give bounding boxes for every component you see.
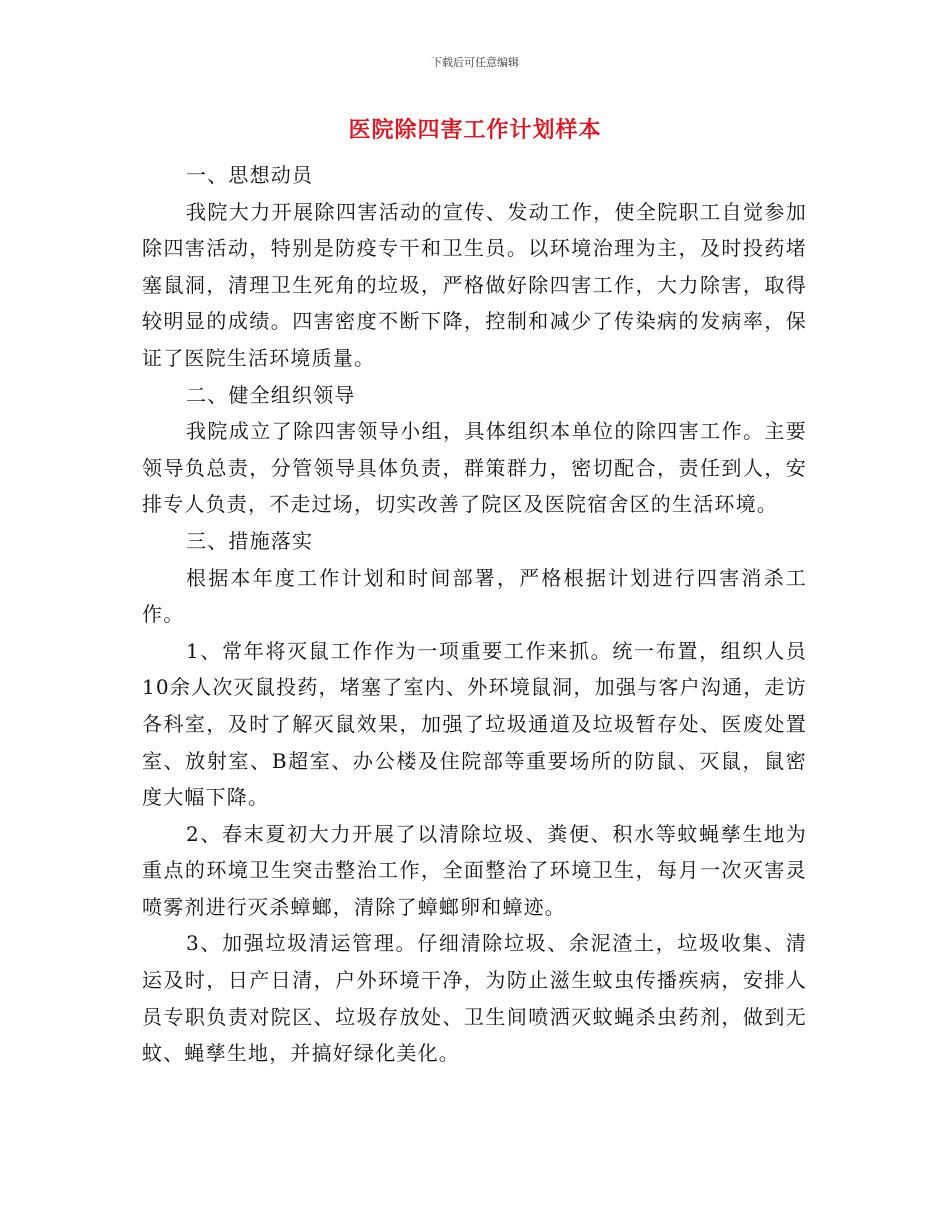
- document-body: [142, 157, 807, 1072]
- paragraph-measure-rodents: 1、常年将灭鼠工作作为一项重要工作来抓。统一布置，组织人员10余人次灭鼠投药，堵塞了室内、外环境鼠洞，加强与客户沟通，走访各科室，及时了解灭鼠效果，加强了垃圾通道及垃圾暂存处、医废处置室、放射室、B超室、办公楼及住院部等重要场所的防鼠、灭鼠，鼠密度大幅下降。: [142, 638, 807, 810]
- section-heading-organization: 二、健全组织领导: [186, 382, 356, 407]
- section-heading-mobilization: 一、思想动员: [186, 163, 314, 187]
- paragraph-mobilization: 我院大力开展除四害活动的宣传、发动工作，使全院职工自觉参加除四害活动，特别是防疫专干和卫生员。以环境治理为主，及时投药堵塞鼠洞，清理卫生死角的垃圾，严格做好除四害工作，大力除害，取得较明显的成绩。四害密度不断下降，控制和减少了传染病的发病率，保证了医院生活环境质量。: [142, 199, 807, 370]
- paragraph-measure-sanitation: 2、春末夏初大力开展了以清除垃圾、粪便、积水等蚊蝇孳生地为重点的环境卫生突击整治工作，全面整治了环境卫生，每月一次灭害灵喷雾剂进行灭杀蟑螂，清除了蟑螂卵和蟑迹。: [142, 821, 807, 919]
- section-heading-measures: 三、措施落实: [186, 528, 314, 553]
- document-title: 医院除四害工作计划样本: [348, 118, 602, 143]
- paragraph-measures-intro: 根据本年度工作计划和时间部署，严格根据计划进行四害消杀工作。: [142, 565, 807, 627]
- paragraph-measure-garbage: 3、加强垃圾清运管理。仔细清除垃圾、余泥渣土，垃圾收集、清运及时，日产日清，户外环境干净，为防止滋生蚊虫传播疾病，安排人员专职负责对院区、垃圾存放处、卫生间喷洒灭蚊蝇杀虫药剂，做到无蚊、蝇孳生地，并搞好绿化美化。: [142, 931, 807, 1066]
- paragraph-organization: 我院成立了除四害领导小组，具体组织本单位的除四害工作。主要领导负总责，分管领导具体负责，群策群力，密切配合，责任到人，安排专人负责，不走过场，切实改善了院区及医院宿舍区的生活环境。: [142, 419, 807, 517]
- header-note: 下载后可任意编辑: [431, 56, 519, 69]
